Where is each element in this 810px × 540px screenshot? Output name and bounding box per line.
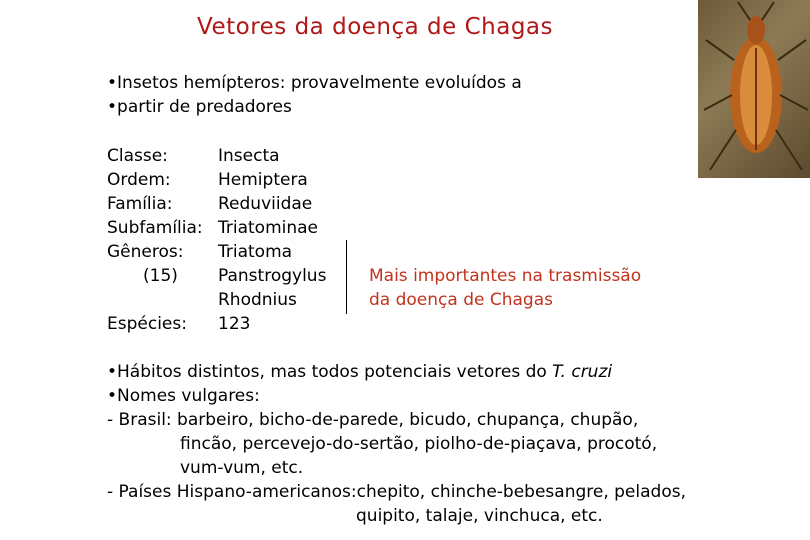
common-names-hispanic: - Países Hispano-americanos:chepito, chinche-bebesangre, pelados, (107, 482, 686, 502)
common-names-brazil-cont: vum-vum, etc. (180, 458, 304, 478)
taxonomy-row (107, 264, 327, 288)
taxonomy-label: Subfamília: (107, 218, 203, 238)
taxonomy-row (107, 168, 308, 192)
taxonomy-row (107, 312, 251, 336)
taxonomy-value: Rhodnius (218, 290, 297, 310)
common-names-brazil-cont: fincão, percevejo-do-sertão, piolho-de-piaçava, procotó, (180, 434, 658, 454)
taxonomy-row (107, 288, 297, 312)
taxonomy-row (107, 216, 319, 240)
bracket-divider (346, 240, 347, 314)
taxonomy-row (107, 192, 313, 216)
taxonomy-row (107, 144, 280, 168)
species-name: T. cruzi (552, 362, 613, 382)
taxonomy-value: Hemiptera (218, 170, 308, 190)
habits-text: •Hábitos distintos, mas todos potenciais vetores do (107, 362, 553, 382)
taxonomy-label: Família: (107, 194, 173, 214)
common-names-hispanic-cont: quipito, talaje, vinchuca, etc. (356, 506, 603, 526)
taxonomy-label: Classe: (107, 146, 168, 166)
assassin-bug-icon (698, 0, 810, 178)
common-names-brazil: - Brasil: barbeiro, bicho-de-parede, bicudo, chupança, chupão, (107, 410, 639, 430)
page-title: Vetores da doença de Chagas (197, 14, 554, 40)
insect-photo (698, 0, 810, 178)
taxonomy-value: Insecta (218, 146, 280, 166)
taxonomy-label: (15) (143, 266, 178, 286)
taxonomy-label: Ordem: (107, 170, 171, 190)
taxonomy-label: Espécies: (107, 314, 187, 334)
taxonomy-value: 123 (218, 314, 251, 334)
habits-line (107, 360, 612, 384)
highlight-line-1: Mais importantes na trasmissão (369, 266, 642, 286)
taxonomy-value: Triatominae (218, 218, 319, 238)
common-names-heading: •Nomes vulgares: (107, 386, 260, 406)
taxonomy-value: Reduviidae (218, 194, 313, 214)
highlight-line-2: da doença de Chagas (369, 290, 553, 310)
taxonomy-value: Panstrogylus (218, 266, 327, 286)
taxonomy-row (107, 240, 293, 264)
taxonomy-label: Gêneros: (107, 242, 184, 262)
intro-line-1: •Insetos hemípteros: provavelmente evoluídos a (107, 73, 522, 93)
intro-line-2: •partir de predadores (107, 97, 292, 117)
taxonomy-value: Triatoma (218, 242, 293, 262)
